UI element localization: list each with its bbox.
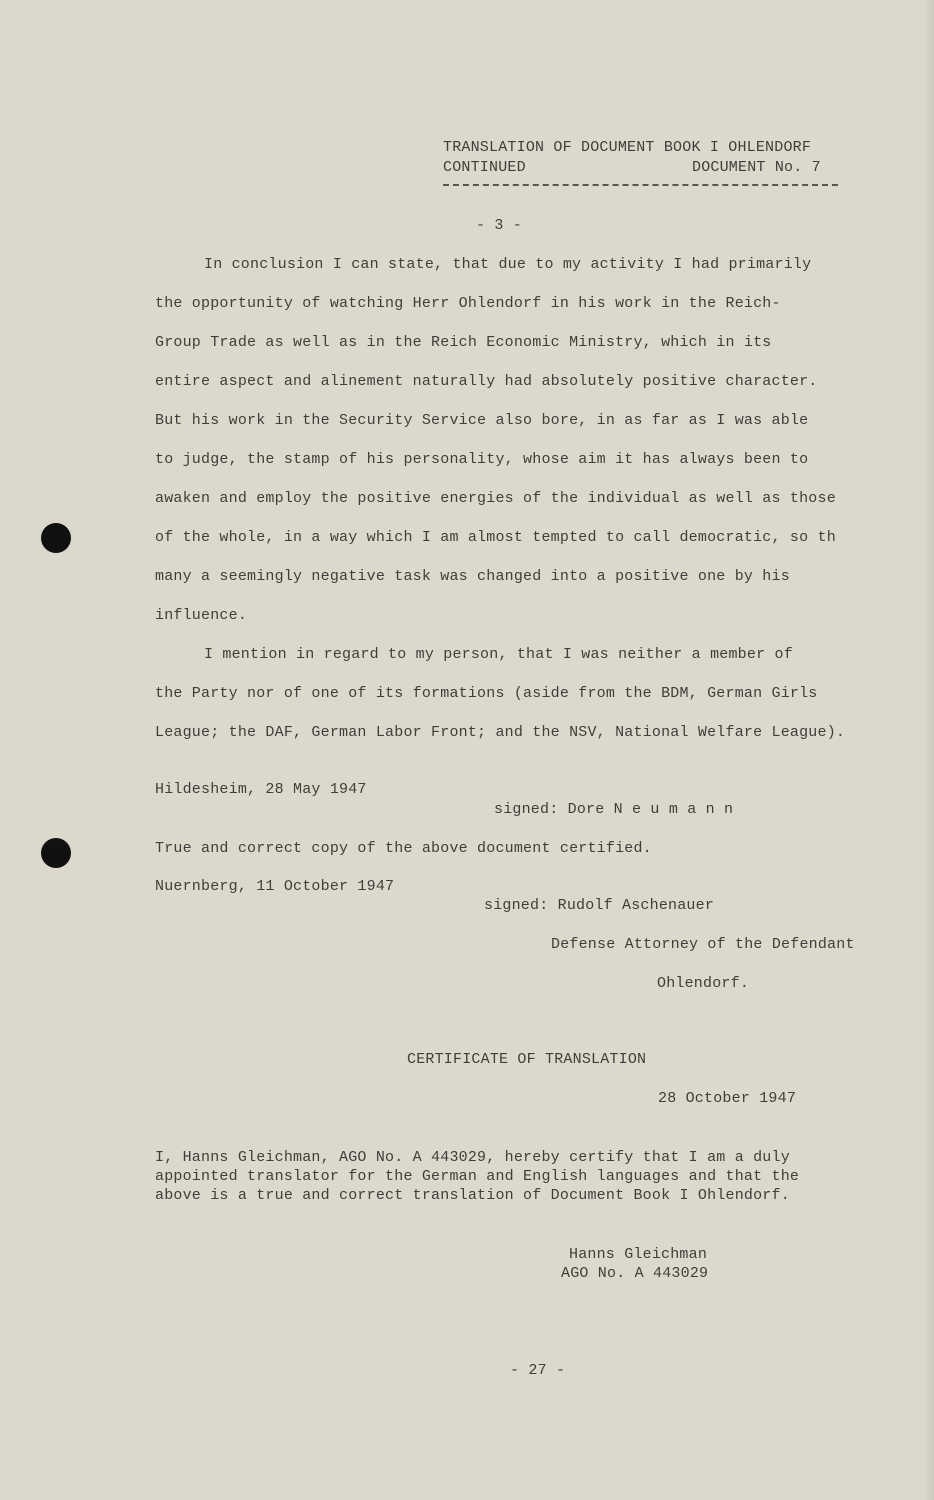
attorney-title: Defense Attorney of the Defendant [551, 936, 855, 953]
place-date-hildesheim: Hildesheim, 28 May 1947 [155, 781, 367, 798]
attorney-defendant: Ohlendorf. [657, 975, 750, 992]
footer-page-number: - 27 - [510, 1362, 566, 1379]
body-line: of the whole, in a way which I am almost tempted to call democratic, so th [155, 529, 836, 546]
punch-hole-icon [41, 523, 71, 553]
page-edge-shadow [924, 0, 934, 1500]
certificate-line: appointed translator for the German and English languages and that the [155, 1168, 800, 1185]
translator-ago-number: AGO No. A 443029 [561, 1265, 709, 1282]
body-line: Group Trade as well as in the Reich Economic Ministry, which in its [155, 334, 772, 351]
body-line: many a seemingly negative task was changed into a positive one by his [155, 568, 790, 585]
page-marker: - 3 - [476, 217, 523, 234]
body-line: But his work in the Security Service also bore, in as far as I was able [155, 412, 809, 429]
body-line: the Party nor of one of its formations (aside from the BDM, German Girls [155, 685, 818, 702]
punch-hole-icon [41, 838, 71, 868]
translator-name: Hanns Gleichman [569, 1246, 708, 1263]
header-continued: CONTINUED [443, 159, 526, 176]
body-line: influence. [155, 607, 248, 624]
body-line: In conclusion I can state, that due to my activity I had primarily [204, 256, 812, 273]
body-line: I mention in regard to my person, that I was neither a member of [204, 646, 793, 663]
certificate-line: above is a true and correct translation of Document Book I Ohlendorf. [155, 1187, 790, 1204]
body-line: awaken and employ the positive energies of the individual as well as those [155, 490, 836, 507]
header-divider [443, 184, 838, 186]
certificate-title: CERTIFICATE OF TRANSLATION [407, 1051, 647, 1068]
body-line: the opportunity of watching Herr Ohlendorf in his work in the Reich- [155, 295, 781, 312]
certified-copy-note: True and correct copy of the above document certified. [155, 840, 652, 857]
header-document-number: DOCUMENT No. 7 [692, 159, 821, 176]
body-line: entire aspect and alinement naturally had absolutely positive character. [155, 373, 818, 390]
body-line: to judge, the stamp of his personality, whose aim it has always been to [155, 451, 809, 468]
signature-aschenauer: signed: Rudolf Aschenauer [484, 897, 715, 914]
body-line: League; the DAF, German Labor Front; and the NSV, National Welfare League). [155, 724, 846, 741]
signature-neumann: signed: Dore N e u m a n n [494, 801, 734, 818]
header-title: TRANSLATION OF DOCUMENT BOOK I OHLENDORF [443, 139, 812, 156]
certificate-line: I, Hanns Gleichman, AGO No. A 443029, hereby certify that I am a duly [155, 1149, 790, 1166]
place-date-nuernberg: Nuernberg, 11 October 1947 [155, 878, 395, 895]
certificate-date: 28 October 1947 [658, 1090, 797, 1107]
